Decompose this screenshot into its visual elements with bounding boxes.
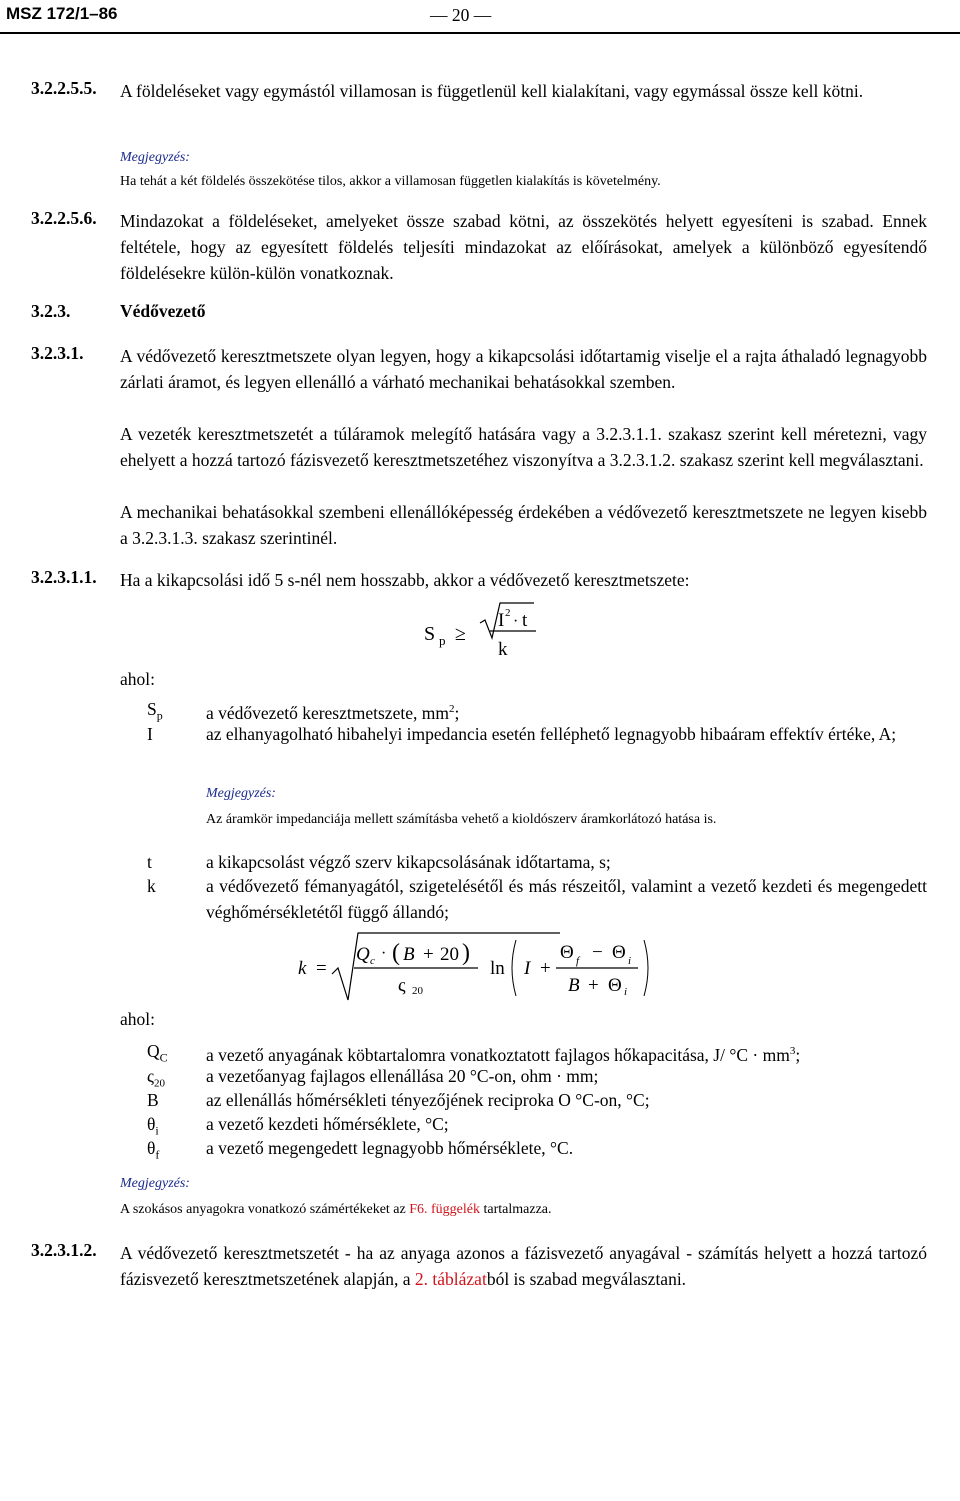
header-rule xyxy=(0,32,960,34)
formula-k-symbol: k xyxy=(298,958,307,979)
formula-theta-i: Θ xyxy=(612,942,626,963)
formula-B2: B xyxy=(568,975,580,996)
symbol-b: B xyxy=(147,1090,159,1110)
formula-plus: + xyxy=(423,944,434,965)
note-label: Megjegyzés: xyxy=(120,150,190,165)
symbol-sp: $S_p$ xyxy=(147,699,163,723)
symbol-theta-i: $\theta_i$ xyxy=(147,1114,159,1138)
symbol-k: k xyxy=(147,876,156,896)
formula-dot: · xyxy=(513,613,519,630)
formula-I: I xyxy=(498,610,505,631)
section-text: Mindazokat a földeléseket, amelyeket össze szabad kötni, az összekötés helyett egyesíteni is szabad. Ennek feltétele, hogy az egyesített földelés teljesíti mindazokat az előírásokat, amelyek a különböző egyesítendő földelésekre külön-külön vonatkoznak. xyxy=(120,211,927,283)
symbol-t: t xyxy=(147,852,152,872)
formula-lhs-sub: p xyxy=(439,633,446,648)
definition-sp: a védővezető keresztmetszete, $mm^2$; xyxy=(206,702,460,723)
symbol-qc: $Q_C$ xyxy=(147,1041,168,1065)
note-text: Az áramkör impedanciája mellett számításba vehető a kioldószerv áramkorlátozó hatása is. xyxy=(206,812,717,827)
formula-relation: ≥ xyxy=(455,623,466,645)
document-code: MSZ 172/1–86 xyxy=(6,4,118,23)
formula-Q: Q xyxy=(356,944,370,965)
formula-minus: − xyxy=(592,942,603,963)
section-text: Ha a kikapcsolási idő 5 s-nél nem hosszabb, akkor a védővezető keresztmetszete: xyxy=(120,570,690,590)
where-label: ahol: xyxy=(120,1009,155,1029)
section-text: A védővezető keresztmetszetét - ha az anyaga azonos a fázisvezető anyagával - számítás helyett a hozzá tartozó fázisvezető keresztmetszetének alapján, a 2. táblázatból is szabad megválasztani. xyxy=(120,1243,927,1289)
definition-t: a kikapcsolást végző szerv kikapcsolásának időtartama, s; xyxy=(206,852,611,872)
definition-k: a védővezető fémanyagától, szigetelésétől és más részeitől, valamint a vezető kezdeti és megengedett véghőmérsékletétől függő állandó; xyxy=(206,876,927,922)
definition-theta-f: a vezető megengedett legnagyobb hőmérséklete, °C. xyxy=(206,1138,574,1158)
formula-i-sub: i xyxy=(628,955,632,967)
formula-exp: 2 xyxy=(505,607,511,619)
formula-k xyxy=(290,928,710,1008)
formula-lpar: ( xyxy=(392,940,400,966)
formula-I: I xyxy=(524,958,531,979)
formula-ln: ln xyxy=(490,958,505,979)
symbol-theta-f: $\theta_f$ xyxy=(147,1138,160,1162)
definition-rho: a vezetőanyag fajlagos ellenállása 20 °C-on, ohm · mm; xyxy=(206,1066,599,1086)
formula-rpar: ) xyxy=(462,940,470,966)
formula-theta-i2: Θ xyxy=(608,975,622,996)
formula-theta-f: Θ xyxy=(560,942,574,963)
page-number: — 20 — xyxy=(430,5,492,25)
appendix-link[interactable]: F6. függelék xyxy=(409,1202,480,1217)
note-label: Megjegyzés: xyxy=(120,1176,190,1191)
formula-dot: · xyxy=(381,945,387,962)
formula-plus3: + xyxy=(588,975,599,996)
formula-t: t xyxy=(522,610,528,631)
formula-i-sub2: i xyxy=(624,986,628,998)
section-text: A földeléseket vagy egymástól villamosan is függetlenül kell kialakítani, vagy egymással össze kell kötni. xyxy=(120,81,864,101)
section-number: 3.2.2.5.5. xyxy=(31,78,97,98)
section-paragraph: A vezeték keresztmetszetét a túláramok melegítő hatására vagy a 3.2.3.1.1. szakasz szerint kell méretezni, vagy ehelyett a hozzá tartozó fázisvezető keresztmetszetéhez viszonyítva a 3.2.3.1.2. szakasz szerint kell megválasztani. xyxy=(120,424,927,470)
section-number: 3.2.3.1.1. xyxy=(31,567,97,587)
heading-title: Védővezető xyxy=(120,301,206,321)
note-text: Ha tehát a két földelés összekötése tilos, akkor a villamosan független kialakítás is követelmény. xyxy=(120,174,661,189)
definition-qc: a vezető anyagának köbtartalomra vonatkoztatott fajlagos hőkapacitása, J/ $^\circ C \cdot mm^3$; xyxy=(206,1044,801,1065)
section-paragraph: A védővezető keresztmetszete olyan legyen, hogy a kikapcsolási időtartamig viselje el a rajta áthaladó legnagyobb zárlati áramot, és legyen ellenálló a várható mechanikai behatásokkal szemben. xyxy=(120,346,927,392)
formula-lhs: S xyxy=(424,623,436,645)
formula-sp xyxy=(410,598,560,668)
big-rpar xyxy=(644,940,648,996)
formula-den: k xyxy=(498,639,508,660)
formula-equals: = xyxy=(316,958,327,979)
big-lpar xyxy=(512,940,516,996)
section-paragraph: A mechanikai behatásokkal szembeni ellenállóképesség érdekében a védővezető keresztmetszete ne legyen kisebb a 3.2.3.1.3. szakasz szerintinél. xyxy=(120,502,927,548)
definition-i: az elhanyagolható hibahelyi impedancia esetén felléphető legnagyobb hibaáram effektív értéke, A; xyxy=(206,724,897,744)
formula-Q-sub: c xyxy=(370,955,375,967)
section-number: 3.2.2.5.6. xyxy=(31,208,97,228)
symbol-rho: $\varsigma_{20}$ xyxy=(147,1066,165,1090)
formula-plus2: + xyxy=(540,958,551,979)
where-label: ahol: xyxy=(120,669,155,689)
definition-theta-i: a vezető kezdeti hőmérséklete, °C; xyxy=(206,1114,449,1134)
formula-20: 20 xyxy=(440,944,459,965)
definition-b: az ellenállás hőmérsékleti tényezőjének reciproka O °C-on, °C; xyxy=(206,1090,650,1110)
heading-number: 3.2.3. xyxy=(31,301,71,321)
formula-f-sub: f xyxy=(576,955,580,967)
section-number: 3.2.3.1. xyxy=(31,343,84,363)
formula-rho: ς xyxy=(398,975,406,996)
note-text: A szokásos anyagokra vonatkozó számértékeket az F6. függelék tartalmazza. xyxy=(120,1202,552,1217)
formula-B: B xyxy=(403,944,415,965)
symbol-i: I xyxy=(147,724,153,744)
section-number: 3.2.3.1.2. xyxy=(31,1240,97,1260)
table-link[interactable]: 2. táblázat xyxy=(414,1269,487,1289)
note-label: Megjegyzés: xyxy=(206,786,276,801)
formula-rho-sub: 20 xyxy=(412,985,423,997)
